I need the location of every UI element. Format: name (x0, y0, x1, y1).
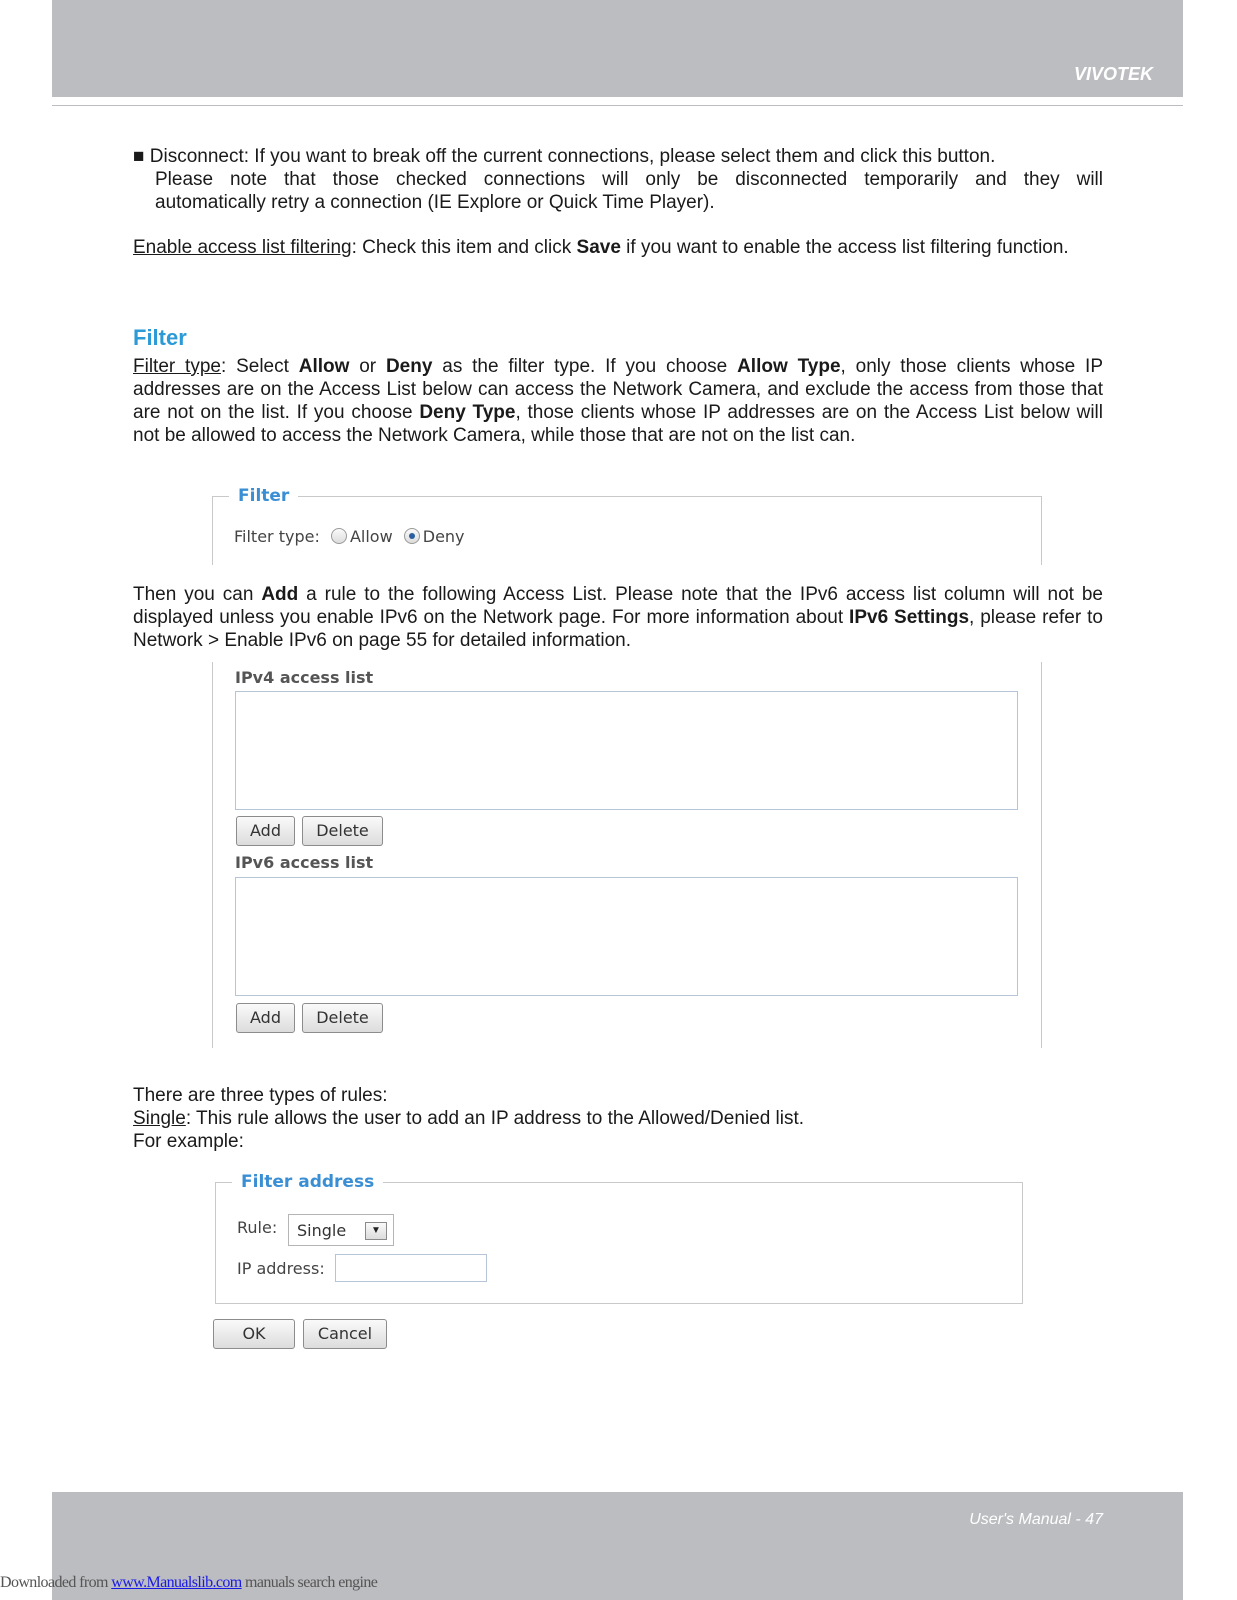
deny-label[interactable]: Deny (422, 527, 465, 546)
single-rule-line (133, 1107, 1103, 1130)
allow-radio[interactable] (331, 528, 347, 544)
bullet: ■ (133, 146, 145, 167)
ipv4-delete-button[interactable]: Delete (302, 816, 383, 846)
deny-radio[interactable] (404, 528, 420, 544)
download-suffix: manuals search engine (241, 1574, 378, 1591)
rule-select-value: Single (297, 1221, 347, 1240)
ok-button[interactable]: OK (213, 1319, 295, 1349)
ft-t3: as the filter type. If you choose (432, 356, 738, 377)
ar-b2: IPv6 Settings (849, 607, 970, 628)
page-number: User's Manual - 47 (969, 1511, 1103, 1528)
enable-term: Enable access list filtering (133, 237, 352, 258)
rules-intro: There are three types of rules: (133, 1085, 388, 1106)
ft-b3: Allow Type (737, 356, 841, 377)
ipv6-add-button[interactable]: Add (236, 1003, 295, 1033)
ft-t1: : Select (220, 356, 299, 377)
ar-t1: Then you can (133, 584, 262, 605)
download-credit (0, 1574, 377, 1592)
header-divider (52, 105, 1183, 106)
ft-b4: Deny Type (419, 402, 516, 423)
ip-address-input[interactable] (335, 1254, 487, 1282)
filter-legend: Filter (229, 486, 298, 506)
filter-type-row (234, 527, 465, 546)
allow-label[interactable]: Allow (349, 527, 393, 546)
ar-t2: a rule to the following Access List. Please note that the IPv6 access list column will not be displayed unless you enable IPv6 on the Network page. For more information about (133, 584, 1103, 628)
manualslib-link[interactable]: www.Manualslib.com (111, 1574, 242, 1591)
chevron-down-icon[interactable]: ▼ (365, 1222, 387, 1240)
ft-t5: , those clients whose IP addresses are on the Access List below will not be allowed to access the Network Camera, while those that are not on the list can. (133, 402, 1103, 446)
example-line: For example: (133, 1131, 244, 1152)
disconnect-line3: automatically retry a connection (IE Explore or Quick Time Player). (155, 192, 715, 213)
filter-heading: Filter (133, 325, 187, 350)
enable-save-bold: Save (576, 237, 621, 258)
rule-select[interactable] (288, 1214, 394, 1246)
filter-type-paragraph (133, 355, 1103, 447)
filter-type-term: Filter type (133, 356, 221, 377)
enable-text1: : Check this item and click (351, 237, 577, 258)
cancel-button[interactable]: Cancel (303, 1319, 387, 1349)
ar-b1: Add (261, 584, 299, 605)
ipv6-listbox[interactable] (235, 877, 1018, 996)
header-band (52, 0, 1183, 97)
add-rule-paragraph (133, 583, 1103, 652)
ft-b2: Deny (385, 356, 433, 377)
disconnect-line2: Please note that those checked connections will only be disconnected temporarily and they will (155, 169, 1103, 190)
filter-type-label: Filter type: (234, 527, 320, 546)
ar-t3: , please refer to Network > Enable IPv6 on page 55 for detailed information. (133, 607, 1103, 651)
rules-paragraph (133, 1084, 1103, 1153)
enable-text2: if you want to enable the access list filtering function. (620, 237, 1069, 258)
single-text: : This rule allows the user to add an IP address to the Allowed/Denied list. (185, 1108, 805, 1129)
ipv6-delete-button[interactable]: Delete (302, 1003, 383, 1033)
ft-b1: Allow (298, 356, 350, 377)
ipv4-listbox[interactable] (235, 691, 1018, 810)
ip-address-label: IP address: (237, 1259, 325, 1278)
ft-t2: or (349, 356, 386, 377)
enable-paragraph (133, 236, 1103, 259)
download-prefix: Downloaded from (0, 1574, 112, 1591)
ft-t4: , only those clients whose IP addresses are on the Access List below can access the Network Camera, and exclude the access from those that are not on the list. If you choose (133, 356, 1103, 423)
filter-address-legend: Filter address (232, 1172, 383, 1192)
single-term: Single (133, 1108, 186, 1129)
brand-name: VIVOTEK (1073, 64, 1153, 84)
ipv4-label: IPv4 access list (235, 668, 374, 687)
rule-label: Rule: (237, 1218, 278, 1237)
ipv4-add-button[interactable]: Add (236, 816, 295, 846)
ipv6-label: IPv6 access list (235, 853, 374, 872)
disconnect-paragraph (133, 145, 1103, 214)
disconnect-line1: Disconnect: If you want to break off the current connections, please select them and click this button. (149, 146, 996, 167)
